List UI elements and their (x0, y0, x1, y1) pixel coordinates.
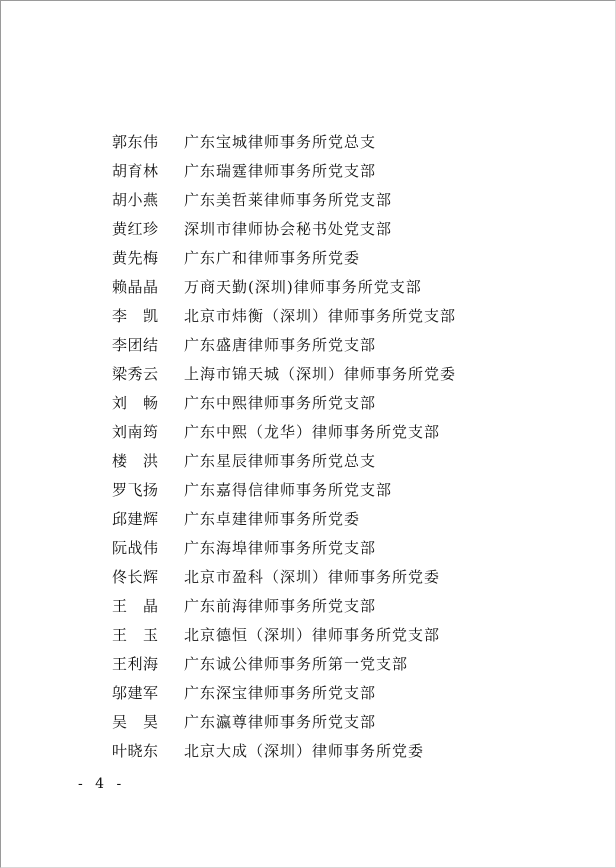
member-organization: 广东瑞霆律师事务所党支部 (184, 162, 377, 180)
member-organization: 广东美哲莱律师事务所党支部 (184, 191, 393, 209)
list-item (112, 243, 456, 272)
member-name: 黄先梅 (112, 249, 159, 267)
member-name: 郭东伟 (112, 133, 159, 151)
member-organization: 广东深宝律师事务所党支部 (184, 684, 377, 702)
member-name: 罗飞扬 (112, 481, 159, 499)
member-name: 赖晶晶 (112, 278, 159, 296)
member-organization: 广东中熙（龙华）律师事务所党支部 (184, 423, 441, 441)
list-item (112, 301, 456, 330)
list-item (112, 330, 456, 359)
member-organization: 万商天勤(深圳)律师事务所党支部 (184, 278, 422, 296)
member-name: 黄红珍 (112, 220, 159, 238)
member-organization: 广东广和律师事务所党委 (184, 249, 361, 267)
member-name: 楼 洪 (112, 452, 159, 470)
member-organization: 广东瀛尊律师事务所党支部 (184, 713, 377, 731)
member-name: 胡育林 (112, 162, 159, 180)
member-organization: 北京市盈科（深圳）律师事务所党委 (184, 568, 441, 586)
member-name: 阮战伟 (112, 539, 159, 557)
list-item (112, 446, 456, 475)
member-name: 叶晓东 (112, 742, 159, 760)
list-item (112, 533, 456, 562)
member-name: 王 玉 (112, 626, 159, 644)
list-item (112, 388, 456, 417)
page-number: - 4 - (78, 776, 126, 792)
list-item (112, 156, 456, 185)
list-item (112, 475, 456, 504)
member-organization: 广东诚公律师事务所第一党支部 (184, 655, 409, 673)
list-item (112, 620, 456, 649)
list-item (112, 272, 456, 301)
member-organization: 广东海埠律师事务所党支部 (184, 539, 377, 557)
list-item (112, 127, 456, 156)
member-organization: 北京大成（深圳）律师事务所党委 (184, 742, 425, 760)
member-organization: 广东星辰律师事务所党总支 (184, 452, 377, 470)
member-organization: 广东中熙律师事务所党支部 (184, 394, 377, 412)
list-item (112, 504, 456, 533)
list-item (112, 417, 456, 446)
list-item (112, 185, 456, 214)
member-name: 梁秀云 (112, 365, 159, 383)
list-item (112, 591, 456, 620)
member-name: 邬建军 (112, 684, 159, 702)
member-organization: 深圳市律师协会秘书处党支部 (184, 220, 393, 238)
member-organization: 广东卓建律师事务所党委 (184, 510, 361, 528)
member-name: 刘南筠 (112, 423, 159, 441)
member-organization: 广东前海律师事务所党支部 (184, 597, 377, 615)
list-item (112, 562, 456, 591)
member-name: 李 凯 (112, 307, 159, 325)
member-organization: 广东盛唐律师事务所党支部 (184, 336, 377, 354)
member-organization: 北京德恒（深圳）律师事务所党支部 (184, 626, 441, 644)
list-item (112, 736, 456, 765)
list-item (112, 678, 456, 707)
member-name: 刘 畅 (112, 394, 159, 412)
member-organization: 北京市炜衡（深圳）律师事务所党支部 (184, 307, 457, 325)
list-item (112, 649, 456, 678)
list-item (112, 707, 456, 736)
member-organization: 广东宝城律师事务所党总支 (184, 133, 377, 151)
list-item (112, 214, 456, 243)
member-name: 佟长辉 (112, 568, 159, 586)
member-name: 王 晶 (112, 597, 159, 615)
member-list (112, 127, 456, 765)
member-name: 吴 昊 (112, 713, 159, 731)
member-name: 李团结 (112, 336, 159, 354)
member-name: 邱建辉 (112, 510, 159, 528)
member-name: 胡小燕 (112, 191, 159, 209)
member-organization: 广东嘉得信律师事务所党支部 (184, 481, 393, 499)
member-name: 王利海 (112, 655, 159, 673)
member-organization: 上海市锦天城（深圳）律师事务所党委 (184, 365, 457, 383)
list-item (112, 359, 456, 388)
